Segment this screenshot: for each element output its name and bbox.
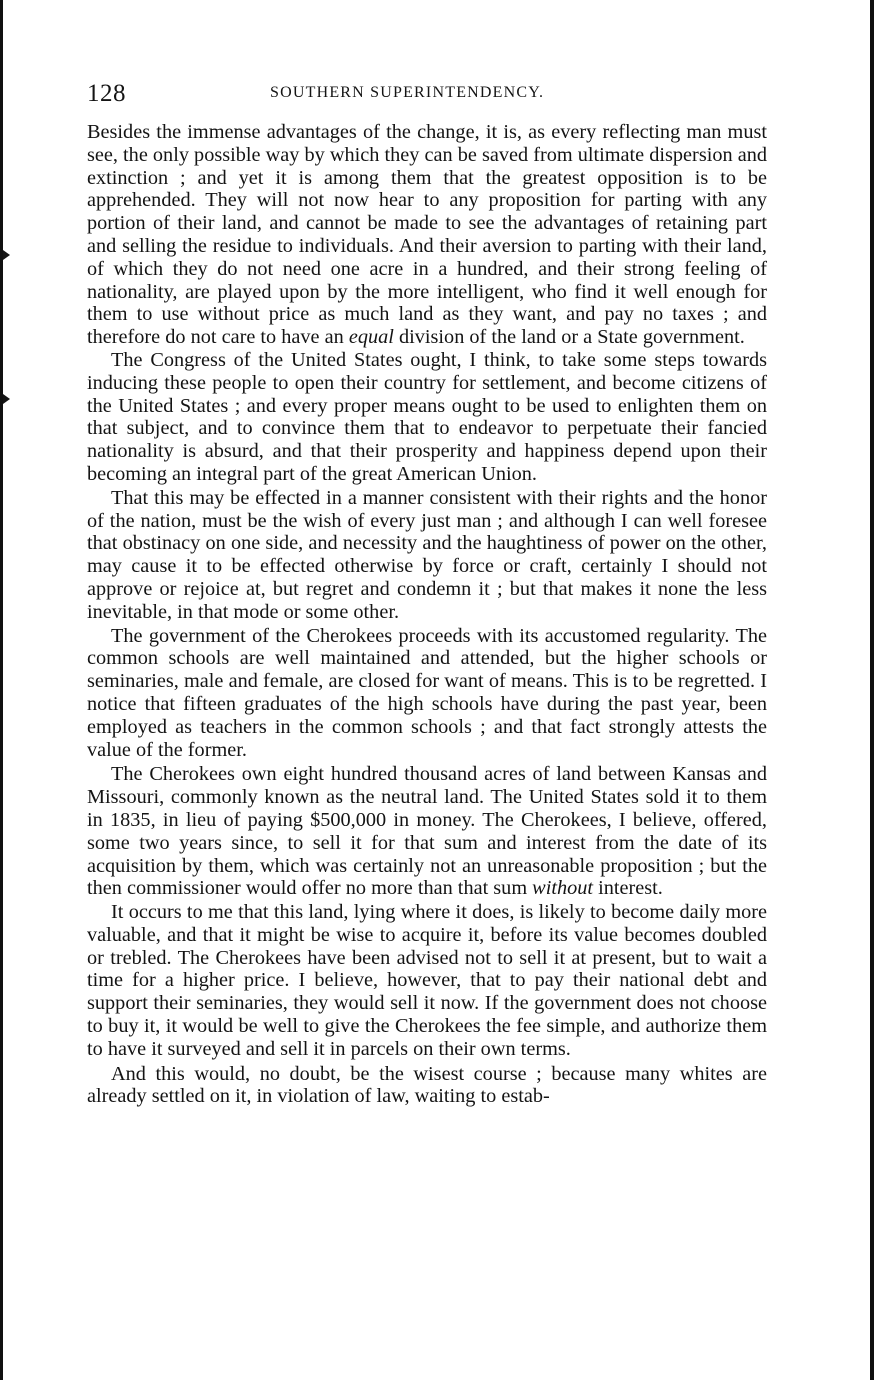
body-text: [87, 121, 767, 1108]
running-head: [87, 80, 767, 110]
paragraph-1: [87, 121, 767, 349]
margin-mark-upper: [3, 250, 10, 260]
paragraph-1-text-after: division of the land or a State government.: [393, 326, 745, 349]
paragraph-3: That this may be effected in a manner consistent with their rights and the honor of the nation, must be the wish of every just man ; and although I can well foresee that obstinacy on one side, and necessity and the haughtiness of power on the other, may cause it to be effected otherwise by force or craft, certainly I should not approve or rejoice at, but regret and condemn it ; but that makes it none the less inevitable, in that mode or some other.: [87, 486, 767, 623]
paragraph-5: [87, 763, 767, 900]
running-title: SOUTHERN SUPERINTENDENCY.: [270, 84, 545, 101]
margin-mark-lower: [3, 394, 10, 404]
paragraph-2: The Congress of the United States ought, I think, to take some steps towards inducing these people to open their country for settlement, and become citizens of the United States ; and every proper means ought to be used to enlighten them on that subject, and to convince them that to endeavor to perpetuate their fancied nationality is absurd, and that their prosperity and happiness depend upon their becoming an integral part of the great American Union.: [87, 348, 767, 485]
paragraph-1-emphasis: equal: [348, 326, 394, 349]
paragraph-5-text-before: The Cherokees own eight hundred thousand acres of land between Kansas and Missouri, commonly known as the neutral land. The United States sold it to them in 1835, in lieu of paying $500,000 in money. The Cherokees, I believe, offered, some two years since, to sell it for that sum and interest from the date of its acquisition by them, which was certainly not an unreasonable proposition ; but the then commissioner would offer no more than that sum: [87, 763, 767, 900]
page-number: 128: [87, 80, 126, 107]
paragraph-5-text-after: interest.: [593, 877, 663, 900]
paragraph-1-text-before: Besides the immense advantages of the change, it is, as every reflecting man must see, the only possible way by which they can be saved from ultimate dispersion and extinction ; and yet it is among them that the greatest opposition is to be apprehended. They will not now hear to any proposition for parting with any portion of their land, and cannot be made to see the advantages of retaining part and selling the residue to individuals. And their aversion to parting with their land, of which they do not need one acre in a hundred, and their strong feeling of nationality, are played upon by the more intelligent, who find it well enough for them to use without price as much land as they want, and pay no taxes ; and therefore do not care to have an: [87, 121, 767, 349]
paragraph-6: It occurs to me that this land, lying where it does, is likely to become daily more valuable, and that it might be wise to acquire it, before its value becomes doubled or trebled. The Cherokees have been advised not to sell it at present, but to wait a time for a higher price. I believe, however, that to pay their national debt and support their seminaries, they would sell it now. If the government does not choose to buy it, it would be well to give the Cherokees the fee simple, and authorize them to have it surveyed and sell it in parcels on their own terms.: [87, 901, 767, 1060]
scan-edge-right: [870, 0, 874, 1380]
paragraph-5-emphasis: without: [532, 877, 594, 900]
paragraph-7: And this would, no doubt, be the wisest course ; because many whites are already settled on it, in violation of law, waiting to estab-: [87, 1062, 767, 1108]
paragraph-4: The government of the Cherokees proceeds with its accustomed regularity. The common schools are well maintained and attended, but the higher schools or seminaries, male and female, are closed for want of means. This is to be regretted. I notice that fifteen graduates of the high schools have during the past year, been employed as teachers in the common schools ; and that fact strongly attests the value of the former.: [87, 624, 767, 761]
